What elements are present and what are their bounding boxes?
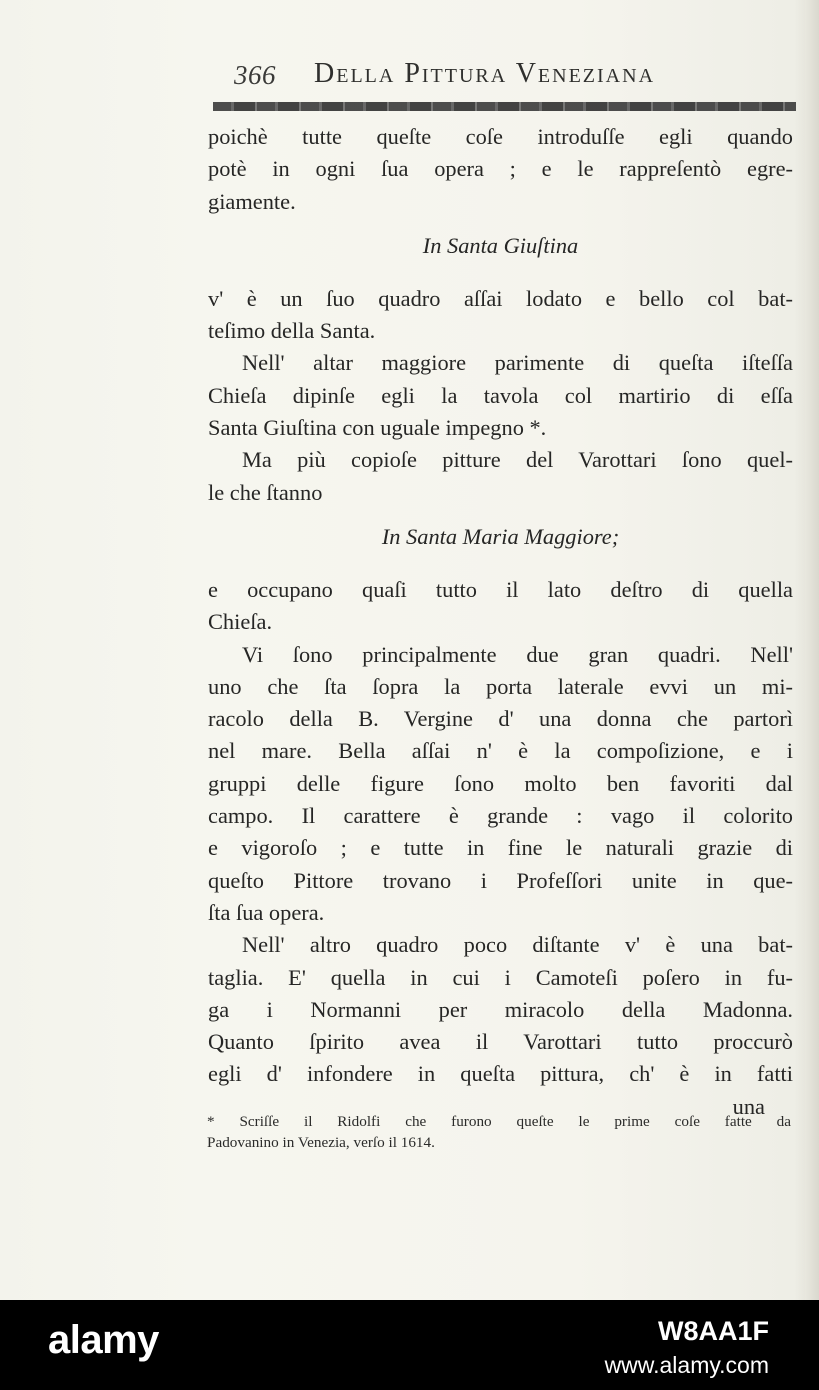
text-line: Chieſa. [208, 609, 273, 635]
site-url: www.alamy.com [604, 1352, 769, 1378]
footnote [207, 1111, 791, 1153]
body-text [208, 121, 793, 1123]
running-head [234, 58, 794, 98]
text-line: Chieſa dipinſe egli la tavola col martirio di eſſa [208, 382, 793, 408]
text-line: nel mare. Bella aſſai n' è la compoſizione, e i [208, 738, 793, 764]
text-line: potè in ogni ſua opera ; e le rappreſentò egre- [208, 156, 793, 182]
text-line: v' è un ſuo quadro aſſai lodato e bello col bat- [208, 285, 793, 311]
text-line: Vi ſono principalmente due gran quadri. Nell' [242, 641, 793, 667]
header-rule [213, 102, 796, 111]
text-line: campo. Il carattere è grande : vago il colorito [208, 803, 793, 829]
text-line: queſto Pittore trovano i Profeſſori unite in que- [208, 867, 793, 893]
running-title: Della Pittura Veneziana [314, 58, 656, 89]
text-line: ga i Normanni per miracolo della Madonna. [208, 996, 793, 1022]
text-line: Quanto ſpirito avea il Varottari tutto proccurò [208, 1029, 793, 1055]
watermark-banner [0, 1300, 819, 1390]
text-line: Santa Giuſtina con uguale impegno *. [208, 415, 547, 441]
text-line: Nell' altro quadro poco diſtante v' è una bat- [242, 932, 793, 958]
footnote-line: * Scriſſe il Ridolfi che furono queſte le prime coſe fatte da [207, 1113, 791, 1130]
text-line: racolo della B. Vergine d' una donna che partorì [208, 706, 793, 732]
text-line: gruppi delle figure ſono molto ben favoriti dal [208, 770, 793, 796]
text-line: uno che ſta ſopra la porta laterale evvi un mi- [208, 673, 793, 699]
text-line: egli d' infondere in queſta pittura, ch' è in fatti [208, 1061, 793, 1087]
text-line: Nell' altar maggiore parimente di queſta iſteſſa [242, 350, 793, 376]
text-line: Ma più copioſe pitture del Varottari ſono quel- [242, 447, 793, 473]
text-line: e vigoroſo ; e tutte in fine le naturali grazie di [208, 835, 793, 861]
section-heading: In Santa Maria Maggiore; [381, 523, 620, 549]
brand-logo: alamy [48, 1318, 159, 1362]
text-line: taglia. E' quella in cui i Camoteſi poſero in fu- [208, 964, 793, 990]
text-line: e occupano quaſi tutto il lato deſtro di quella [208, 576, 793, 602]
text-line: teſimo della Santa. [208, 318, 376, 344]
text-line: le che ſtanno [208, 479, 323, 505]
image-reference-code: W8AA1F [657, 1316, 769, 1346]
text-line: giamente. [208, 188, 296, 214]
text-line: ſta ſua opera. [208, 899, 325, 925]
page-number: 366 [234, 60, 276, 90]
footnote-line: Padovanino in Venezia, verſo il 1614. [207, 1134, 435, 1151]
catchword: una [732, 1093, 765, 1119]
text-line: poichè tutte queſte coſe introduſſe egli quando [208, 124, 793, 149]
section-heading: In Santa Giuſtina [422, 232, 579, 258]
page-edge-shadow [805, 0, 819, 1300]
